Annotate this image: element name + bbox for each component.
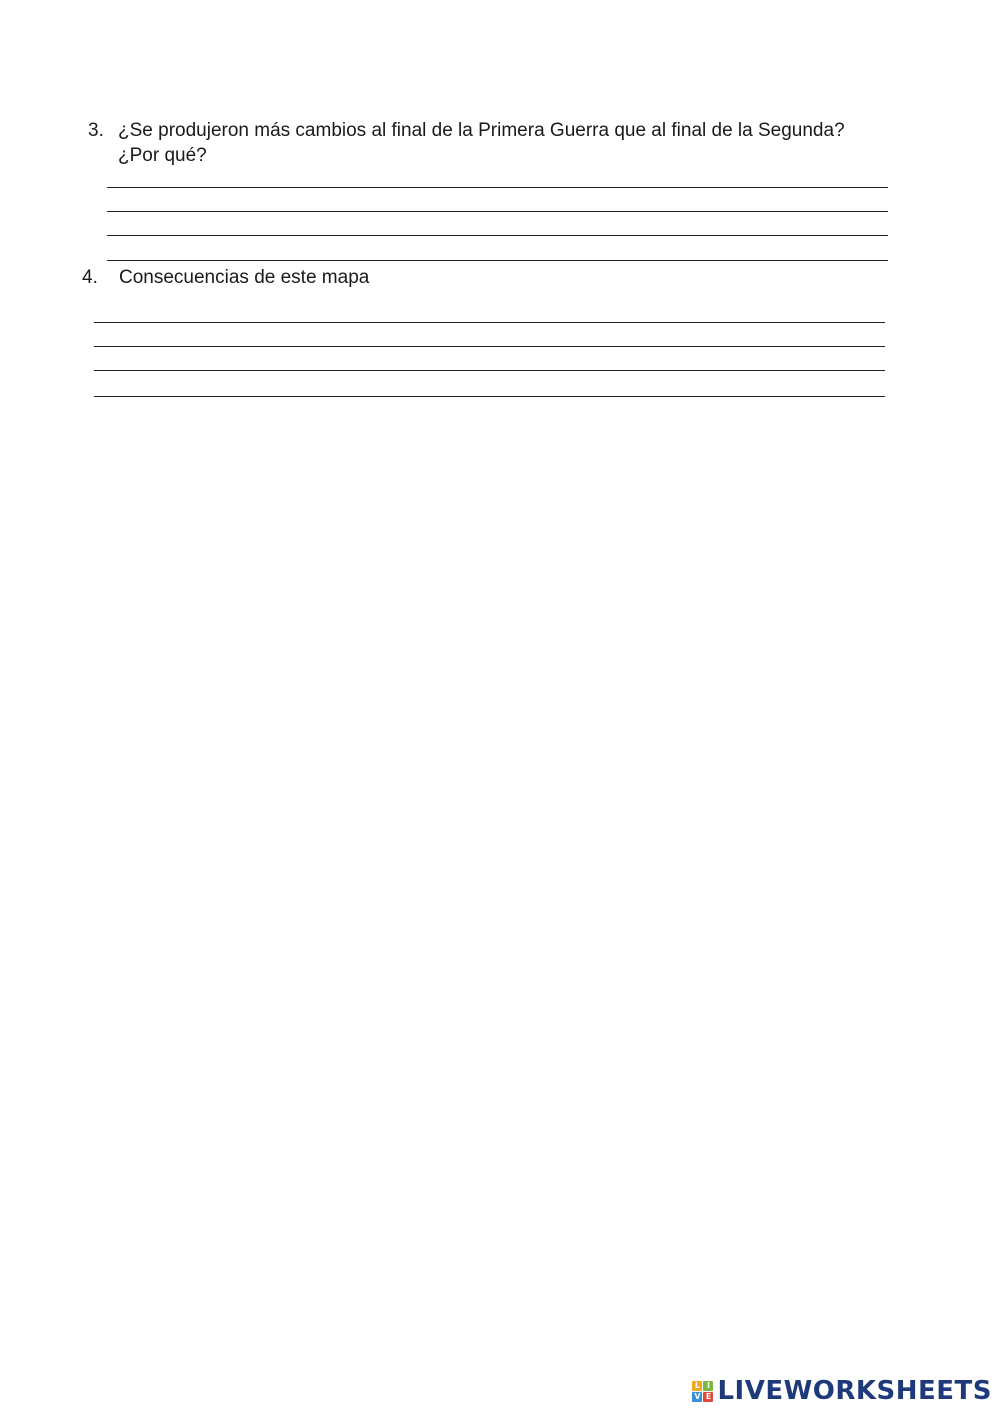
answer-line[interactable] — [94, 322, 885, 323]
question-text-line: Consecuencias de este mapa — [119, 267, 370, 288]
logo-tile: V — [694, 1392, 701, 1401]
answer-line[interactable] — [94, 370, 885, 371]
answer-line[interactable] — [94, 396, 885, 397]
answer-line[interactable] — [107, 235, 888, 236]
question-text — [118, 118, 908, 168]
brand-name: LIVEWORKSHEETS — [717, 1376, 992, 1406]
answer-line[interactable] — [107, 211, 888, 212]
answer-line[interactable] — [107, 187, 888, 188]
question-number: 3. — [88, 120, 104, 141]
answer-line[interactable] — [94, 346, 885, 347]
question-text-line: ¿Por qué? — [118, 145, 207, 166]
liveworksheets-branding — [692, 1377, 992, 1405]
question-text — [119, 265, 902, 290]
liveworksheets-logo-icon — [692, 1381, 713, 1402]
question-4 — [82, 265, 902, 290]
answer-line[interactable] — [107, 260, 888, 261]
logo-tile: L — [692, 1381, 702, 1391]
question-text-line: ¿Se produjeron más cambios al final de la Primera Guerra que al final de la Segunda? — [118, 120, 845, 141]
logo-tile: I — [703, 1381, 713, 1391]
question-number: 4. — [82, 267, 98, 288]
question-3 — [88, 118, 908, 168]
logo-tile: E — [703, 1392, 713, 1402]
